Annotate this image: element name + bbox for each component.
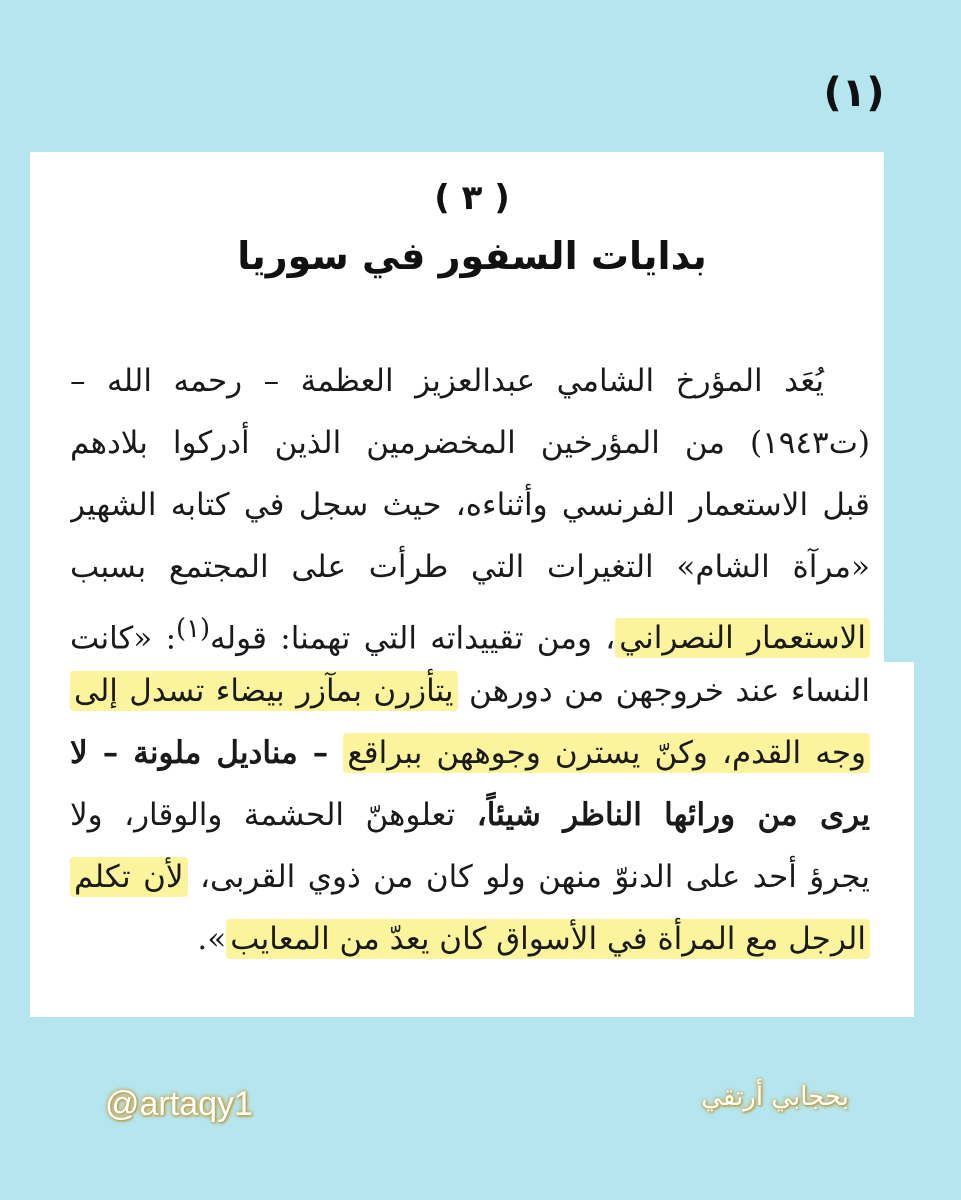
footnote-reference: (١): [176, 614, 211, 644]
text-line-1: يُعَد المؤرخ الشامي عبدالعزيز العظمة – رحمه الله –: [70, 363, 824, 399]
text-line-5: [70, 598, 870, 660]
account-handle-watermark: @artaqy1: [105, 1085, 253, 1123]
highlight-christian-colonialism: الاستعمار النصراني: [615, 618, 870, 658]
chapter-number: ( ٣ ): [434, 178, 510, 218]
text-line-10: [70, 908, 870, 970]
text-line-2: (ت١٩٤٣) من المؤرخين المخضرمين الذين أدركوا بلادهم: [70, 425, 870, 461]
text-line-3: قبل الاستعمار الفرنسي وأثناءه، حيث سجل في كتابه الشهير: [70, 487, 870, 523]
text-segment: ، ومن تقييداته التي تهمنا: قوله: [210, 620, 616, 657]
text-segment: ».: [197, 921, 227, 957]
text-segment-bold: يرى من ورائها الناظر شيئاً،: [476, 797, 870, 833]
body-text: [70, 350, 870, 970]
page-number: (١): [823, 70, 885, 116]
paper-edge-notch: [884, 152, 914, 662]
text-line-8: [70, 784, 870, 846]
signature-watermark: بحجابي أرتقي: [701, 1082, 849, 1112]
highlight-considered-shameful: الرجل مع المرأة في الأسواق كان يعدّ من المعايب: [226, 919, 870, 959]
highlight-face-veils: وجه القدم، وكنّ يسترن وجوههن ببراقع: [343, 733, 870, 773]
highlight-white-wraps: يتأزرن بمآزر بيضاء تسدل إلى: [70, 671, 458, 711]
text-line-4: «مرآة الشام» التغيرات التي طرأت على المجتمع بسبب: [70, 549, 870, 585]
book-page: [30, 152, 914, 1017]
text-line-7: [70, 722, 870, 784]
highlight-because-speaking: لأن تكلم: [70, 857, 188, 897]
text-segment: النساء عند خروجهن من دورهن: [457, 673, 870, 709]
text-segment: يجرؤ أحد على الدنوّ منهن ولو كان من ذوي القربى،: [187, 859, 870, 895]
text-segment: – مناديل ملونة – لا: [70, 735, 344, 771]
chapter-title: بدايات السفور في سوريا: [237, 234, 707, 278]
text-line-9: [70, 846, 870, 908]
text-segment: : «كانت: [70, 620, 177, 657]
text-segment: تعلوهنّ الحشمة والوقار، ولا: [70, 797, 477, 833]
text-line-6: [70, 660, 870, 722]
